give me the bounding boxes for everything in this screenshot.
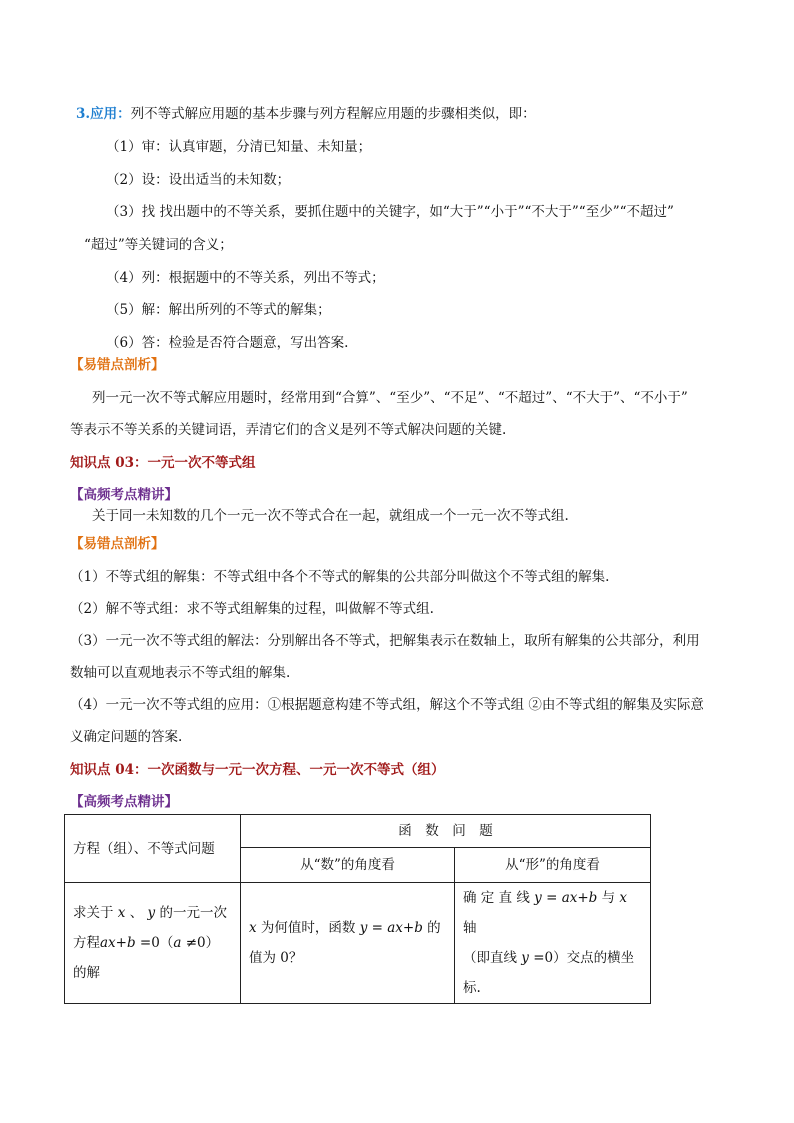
tip-2-line-2: （2）解不等式组：求不等式组解集的过程，叫做解不等式组. xyxy=(70,601,434,617)
cell-shape-line-2: （即直线 y =0）交点的横坐 xyxy=(463,950,635,966)
cell-num-line-2: 值为 0？ xyxy=(249,950,303,966)
tip-heading-1: 【易错点剖析】 xyxy=(70,357,165,373)
cell-eq-line-2: 方程ax+b =0（a ≠0） xyxy=(73,935,220,951)
cell-num-line-1: x 为何值时，函数 y = ax+b 的 xyxy=(249,920,441,936)
step-3: （3）找 找出题中的不等关系，要抓住题中的关键字，如“大于”“小于”“不大于”“至少”“不超过” xyxy=(106,204,674,220)
table-header-function: 函 数 问 题 xyxy=(241,815,651,848)
table-subheader-shape: 从“形”的角度看 xyxy=(455,848,651,883)
tip-2-line-1: （1）不等式组的解集：不等式组中各个不等式的解集的公共部分叫做这个不等式组的解集. xyxy=(70,569,610,585)
kp04-heading: 【高频考点精讲】 xyxy=(70,794,178,810)
kp04-title: 知识点 04：一次函数与一元一次方程、一元一次不等式（组） xyxy=(70,762,445,778)
tip-2-line-5: （4）一元一次不等式组的应用：①根据题意构建不等式组，解这个不等式组 ②由不等式组的解集及实际意 xyxy=(70,697,704,713)
tip-2-line-4: 数轴可以直观地表示不等式组的解集. xyxy=(70,665,291,681)
step-4: （4）列：根据题中的不等关系，列出不等式； xyxy=(106,270,385,286)
step-1: （1）审：认真审题，分清已知量、未知量； xyxy=(106,139,372,155)
cell-shape-line-3: 标. xyxy=(463,980,481,996)
table-header-equation: 方程（组）、不等式问题 xyxy=(65,815,241,883)
tip-1-line-2: 等表示不等关系的关键词语，弄清它们的含义是列不等式解决问题的关键. xyxy=(70,422,507,438)
cell-shape-line-1: 确 定 直 线 y = ax+b 与 x 轴 xyxy=(463,890,628,936)
kp03-heading: 【高频考点精讲】 xyxy=(70,487,178,503)
step-5: （5）解：解出所列的不等式的解集； xyxy=(106,302,331,318)
table-cell-number xyxy=(241,883,455,1004)
tip-1-line-1: 列一元一次不等式解应用题时，经常用到“合算”、“至少”、“不足”、“不超过”、“不大于”、“不小于” xyxy=(92,390,688,406)
step-3-cont: “超过”等关键词的含义； xyxy=(84,237,233,253)
tip-2-line-3: （3）一元一次不等式组的解法：分别解出各不等式，把解集表示在数轴上，取所有解集的公共部分，利用 xyxy=(70,633,700,649)
table-subheader-number: 从“数”的角度看 xyxy=(241,848,455,883)
tip-heading-2: 【易错点剖析】 xyxy=(70,536,165,552)
section-3-label: 3.应用： xyxy=(76,106,131,122)
knowledge-table xyxy=(64,814,651,1004)
cell-eq-line-1: 求关于 x 、 y 的一元一次 xyxy=(73,905,227,921)
table-cell-shape xyxy=(455,883,651,1004)
tip-2-line-6: 义确定问题的答案. xyxy=(70,729,183,745)
kp03-title: 知识点 03：一元一次不等式组 xyxy=(70,455,256,471)
kp03-text: 关于同一未知数的几个一元一次不等式合在一起，就组成一个一元一次不等式组. xyxy=(92,508,569,524)
section-3-text: 列不等式解应用题的基本步骤与列方程解应用题的步骤相类似，即： xyxy=(130,106,536,122)
table-cell-equation xyxy=(65,883,241,1004)
cell-eq-line-3: 的解 xyxy=(73,965,100,981)
section-3-intro xyxy=(76,105,536,123)
step-2: （2）设：设出适当的未知数； xyxy=(106,172,291,188)
step-6: （6）答：检验是否符合题意，写出答案. xyxy=(106,335,349,351)
